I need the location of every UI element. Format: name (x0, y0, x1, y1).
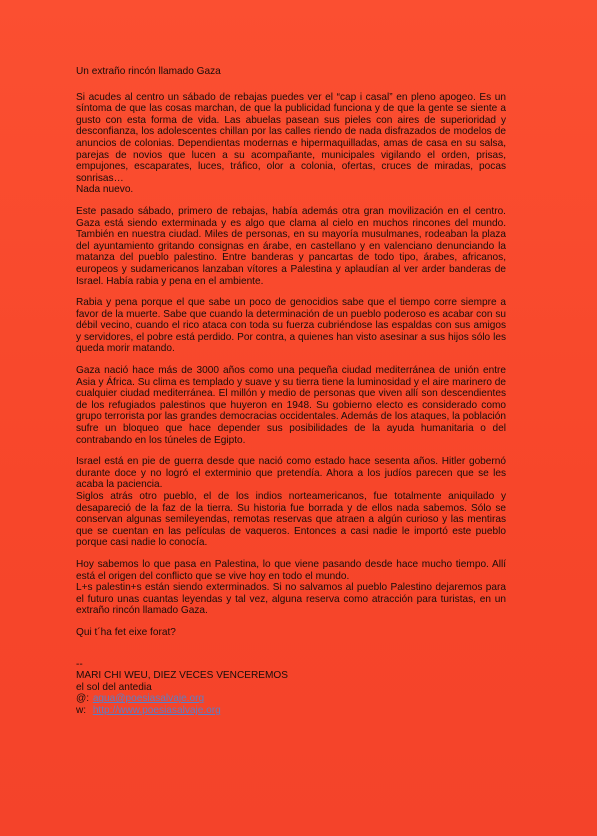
signature-block (76, 659, 506, 717)
signature-separator: -- (76, 658, 83, 670)
web-label: w: (76, 704, 87, 716)
signature-web-row (76, 705, 506, 717)
document-body (76, 66, 506, 717)
paragraph-1 (76, 92, 506, 196)
web-link[interactable]: http://www.poesiasalvaje.org (92, 704, 221, 716)
signature-email-row (76, 693, 506, 705)
paragraph-4 (76, 365, 506, 446)
paragraph-3 (76, 297, 506, 355)
paragraph-text: Si acudes al centro un sábado de rebajas puedes ver el “cap i casal” en pleno apogeo. Es un síntoma de que las cosas marchan, de que la publicidad funciona y de que la gente se siente a gusto con esta forma de vida. Las abuelas pasean sus pieles con aires de superioridad y desconfianza, los adolescentes chillan por las calles riendo de nada disfrazados de modelos de anuncios de colonias. Dependientas modernas e hipermaquilladas, amas de casa en su salsa, parejas de novios que lucen a su acompañante, municipales vigilando el orden, prisas, empujones, escaparates, luces, tráfico, olor a colonia, ofertas, cruces de miradas, pocas sonrisas… (76, 91, 506, 184)
paragraph-5 (76, 456, 506, 549)
paragraph-6 (76, 559, 506, 617)
paragraph-text: Hoy sabemos lo que pasa en Palestina, lo que viene pasando desde hace mucho tiempo. Allí está el origen del conflicto que se vive hoy en todo el mundo. (76, 558, 506, 582)
paragraph-text: Rabia y pena porque el que sabe un poco de genocidios sabe que el tiempo corre siempre a favor de la muerte. Sabe que cuando la determinación de un pueblo poderoso es acabar con su débil vecino, cuando el rico ataca con toda su fuerza cubriéndose las espaldas con sus amigos y servidores, el pobre está perdido. Por contra, a quienes han visto asesinar a sus hijos sólo les queda morir matando. (76, 297, 506, 355)
email-label: @: (76, 693, 90, 705)
paragraph-text: Siglos atrás otro pueblo, el de los indios norteamericanos, fue totalmente aniquilado y desapareció de la faz de la tierra. Su historia fue borrada y de ellos nada sabemos. Sólo se conservan algunas semileyendas, remotas reservas que atraen a algún curioso y las mentiras que se cuentan en las películas de vaqueros. Entonces a casi nadie le importó este pueblo porque casi nadie lo conocía. (76, 491, 506, 549)
paragraph-text: Este pasado sábado, primero de rebajas, había además otra gran movilización en el centro. Gaza está siendo exterminada y es algo que clama al cielo en muchos rincones del mundo. También en nuestra ciudad. Miles de personas, en su mayoría musulmanes, rodeaban la plaza del ayuntamiento gritando consignas en árabe, en castellano y en valenciano denunciando la matanza del pueblo palestino. Entre banderas y pancartas de todo tipo, árabes, africanos, europeos y sudamericanos lanzaban vítores a Palestina y aplaudían al ver arder banderas de Israel. Había rabia y pena en el ambiente. (76, 205, 506, 287)
signature-line-2: el sol del antedia (76, 681, 152, 693)
paragraph-text: Nada nuevo. (76, 184, 134, 196)
document-title: Un extraño rincón llamado Gaza (76, 66, 221, 77)
email-link[interactable]: agua@poesiasalvaje.org (92, 693, 205, 705)
paragraph-text: Israel está en pie de guerra desde que nació como estado hace sesenta años. Hitler gobernó durante doce y no logró el exterminio que pretendía. Ahora a los judíos parecen que se les acaba la paciencia. (76, 456, 506, 491)
closing-question: Qui t´ha fet eixe forat? (76, 626, 176, 638)
paragraph-text: Gaza nació hace más de 3000 años como una pequeña ciudad mediterránea de unión entre Asia y África. Su clima es templado y suave y su tierra tiene la luminosidad y el aire marinero de cualquier ciudad mediterránea. El millón y medio de personas que viven allí son descendientes de los refugiados palestinos que huyeron en 1948. Su gobierno electo es considerado como grupo terrorista por las grandes democracias occidentales. Además de los ataques, la población sufre un bloqueo que hace depender sus posibilidades de la ayuda humanitaria o del contrabando en los túneles de Egipto. (76, 365, 506, 446)
paragraph-2 (76, 206, 506, 287)
signature-line-1: MARI CHI WEU, DIEZ VECES VENCEREMOS (76, 670, 288, 682)
paragraph-text: L+s palestin+s están siendo exterminados. Si no salvamos al pueblo Palestino dejaremos para el futuro unas cuantas leyendas y tal vez, alguna reserva como atracción para turistas, en un extraño rincón llamado Gaza. (76, 582, 506, 617)
